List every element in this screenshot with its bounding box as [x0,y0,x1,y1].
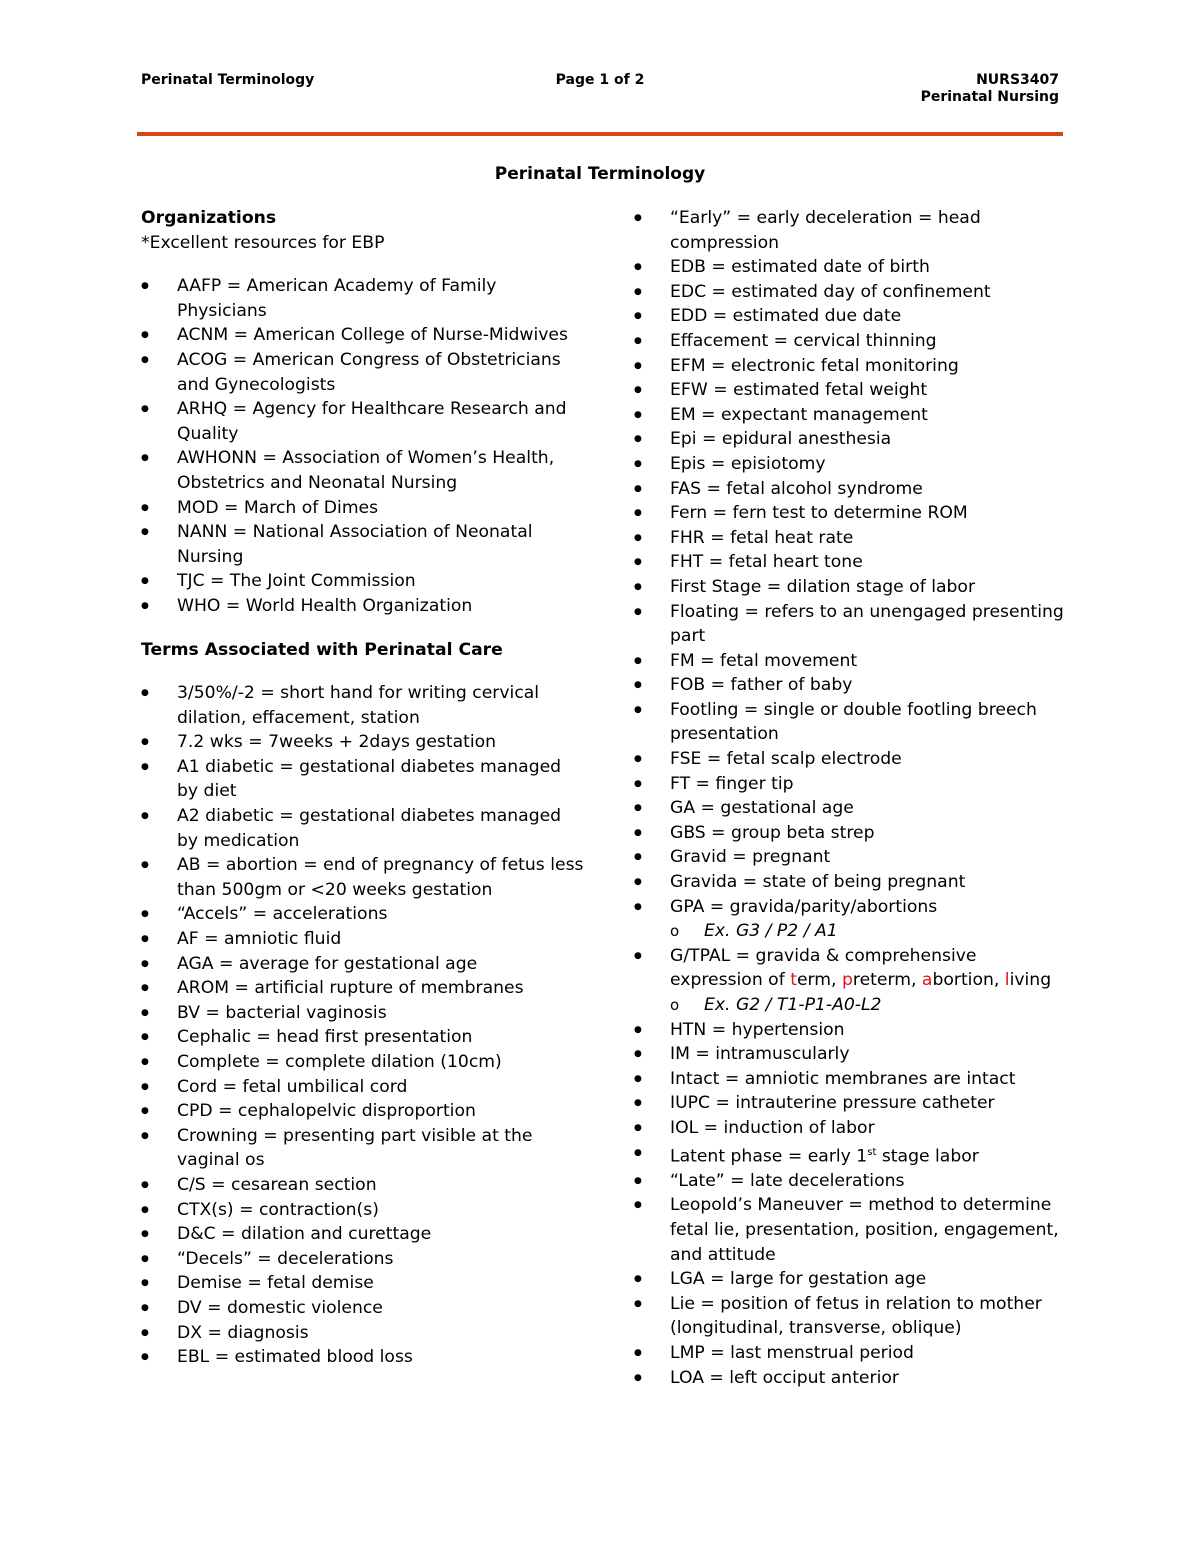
list-item: ● EBL = estimated blood loss [141,1345,586,1370]
gtpal-example: o Ex. G2 / T1-P1-A0-L2 [670,993,1074,1018]
list-item: ● Fern = fern test to determine ROM [634,501,1074,526]
list-item: ● ARHQ = Agency for Healthcare Research and Quality [141,397,586,446]
list-item: ● AAFP = American Academy of Family Physicians [141,274,586,323]
list-item: ● Gravida = state of being pregnant [634,870,1074,895]
terms-list-right [634,206,1074,1390]
list-item: ● Crowning = presenting part visible at the vaginal os [141,1124,586,1173]
list-item: ● EFM = electronic fetal monitoring [634,354,1074,379]
list-item-gpa [634,895,1074,944]
list-item: ● HTN = hypertension [634,1018,1074,1043]
gtpal-text: G/TPAL = gravida & comprehensive expression of term, preterm, abortion, living [670,945,1052,991]
header-divider [137,132,1063,136]
list-item: ● EFW = estimated fetal weight [634,378,1074,403]
list-item: ● EDB = estimated date of birth [634,255,1074,280]
list-item: ● FM = fetal movement [634,649,1074,674]
terms-list-left [141,681,586,1370]
left-column [141,206,586,1370]
list-item: ● 3/50%/-2 = short hand for writing cervical dilation, effacement, station [141,681,586,730]
list-item: ● AWHONN = Association of Women’s Health, Obstetrics and Neonatal Nursing [141,446,586,495]
header-doc-title: Perinatal Terminology [141,72,315,88]
organizations-note: *Excellent resources for EBP [141,232,385,253]
list-item: ● First Stage = dilation stage of labor [634,575,1074,600]
list-item: ● AB = abortion = end of pregnancy of fetus less than 500gm or <20 weeks gestation [141,853,586,902]
list-item: ● CTX(s) = contraction(s) [141,1198,586,1223]
list-item: ● Epi = epidural anesthesia [634,427,1074,452]
list-item: ● Cephalic = head first presentation [141,1025,586,1050]
list-item: ● IOL = induction of labor [634,1116,1074,1141]
list-item: ● FT = finger tip [634,772,1074,797]
gpa-sublist [670,919,1074,944]
list-item: ● Floating = refers to an unengaged presenting part [634,600,1074,649]
list-item: ● A2 diabetic = gestational diabetes managed by medication [141,804,586,853]
list-item: ● FHT = fetal heart tone [634,550,1074,575]
list-item-gtpal [634,944,1074,1018]
course-code: NURS3407 [976,72,1059,88]
list-item: ● “Decels” = decelerations [141,1247,586,1272]
list-item: ● BV = bacterial vaginosis [141,1001,586,1026]
list-item: ● FOB = father of baby [634,673,1074,698]
list-item: ● FSE = fetal scalp electrode [634,747,1074,772]
course-name: Perinatal Nursing [920,89,1059,105]
list-item: ● FAS = fetal alcohol syndrome [634,477,1074,502]
list-item: ● NANN = National Association of Neonatal Nursing [141,520,586,569]
terms-heading: Terms Associated with Perinatal Care [141,639,503,660]
list-item: ● EDD = estimated due date [634,304,1074,329]
list-item: ● DV = domestic violence [141,1296,586,1321]
list-item: ● ACNM = American College of Nurse-Midwives [141,323,586,348]
page-title: Perinatal Terminology [494,164,706,184]
list-item: ● GA = gestational age [634,796,1074,821]
list-item: ● Lie = position of fetus in relation to mother (longitudinal, transverse, oblique) [634,1292,1074,1341]
list-item: ● LMP = last menstrual period [634,1341,1074,1366]
list-item: ● ACOG = American Congress of Obstetricians and Gynecologists [141,348,586,397]
list-item: ● D&C = dilation and curettage [141,1222,586,1247]
list-item: ● LOA = left occiput anterior [634,1366,1074,1391]
organizations-heading: Organizations [141,208,277,228]
list-item: ● Leopold’s Maneuver = method to determine fetal lie, presentation, position, engagement, and attitude [634,1193,1074,1267]
list-item: ● A1 diabetic = gestational diabetes managed by diet [141,755,586,804]
list-item: ● “Late” = late decelerations [634,1169,1074,1194]
list-item: ● Effacement = cervical thinning [634,329,1074,354]
list-item: ● LGA = large for gestation age [634,1267,1074,1292]
list-item: ● Demise = fetal demise [141,1271,586,1296]
header-page-number: Page 1 of 2 [555,72,645,88]
list-item: ● Complete = complete dilation (10cm) [141,1050,586,1075]
list-item: ● IUPC = intrauterine pressure catheter [634,1091,1074,1116]
gpa-label: GPA = gravida/parity/abortions [670,896,938,917]
list-item: ● AGA = average for gestational age [141,952,586,977]
list-item: ● DX = diagnosis [141,1321,586,1346]
list-item: ● “Accels” = accelerations [141,902,586,927]
list-item: ● MOD = March of Dimes [141,496,586,521]
organizations-list [141,274,586,618]
right-column [634,206,1074,1390]
gtpal-sublist [670,993,1074,1018]
gpa-example: o Ex. G3 / P2 / A1 [670,919,1074,944]
list-item-latent: ● Latent phase = early 1st stage labor [634,1141,1074,1169]
list-item: ● Epis = episiotomy [634,452,1074,477]
list-item: ● CPD = cephalopelvic disproportion [141,1099,586,1124]
list-item: ● AROM = artificial rupture of membranes [141,976,586,1001]
list-item: ● IM = intramuscularly [634,1042,1074,1067]
list-item: ● TJC = The Joint Commission [141,569,586,594]
list-item: ● Footling = single or double footling breech presentation [634,698,1074,747]
list-item: ● GBS = group beta strep [634,821,1074,846]
list-item: ● Cord = fetal umbilical cord [141,1075,586,1100]
list-item: ● AF = amniotic fluid [141,927,586,952]
header-course [921,72,1059,106]
list-item: ● FHR = fetal heat rate [634,526,1074,551]
list-item: ● WHO = World Health Organization [141,594,586,619]
list-item: ● EDC = estimated day of confinement [634,280,1074,305]
list-item: ● 7.2 wks = 7weeks + 2days gestation [141,730,586,755]
list-item: ● Intact = amniotic membranes are intact [634,1067,1074,1092]
list-item: ● Gravid = pregnant [634,845,1074,870]
list-item: ● C/S = cesarean section [141,1173,586,1198]
list-item: ● EM = expectant management [634,403,1074,428]
list-item: ● “Early” = early deceleration = head compression [634,206,1074,255]
